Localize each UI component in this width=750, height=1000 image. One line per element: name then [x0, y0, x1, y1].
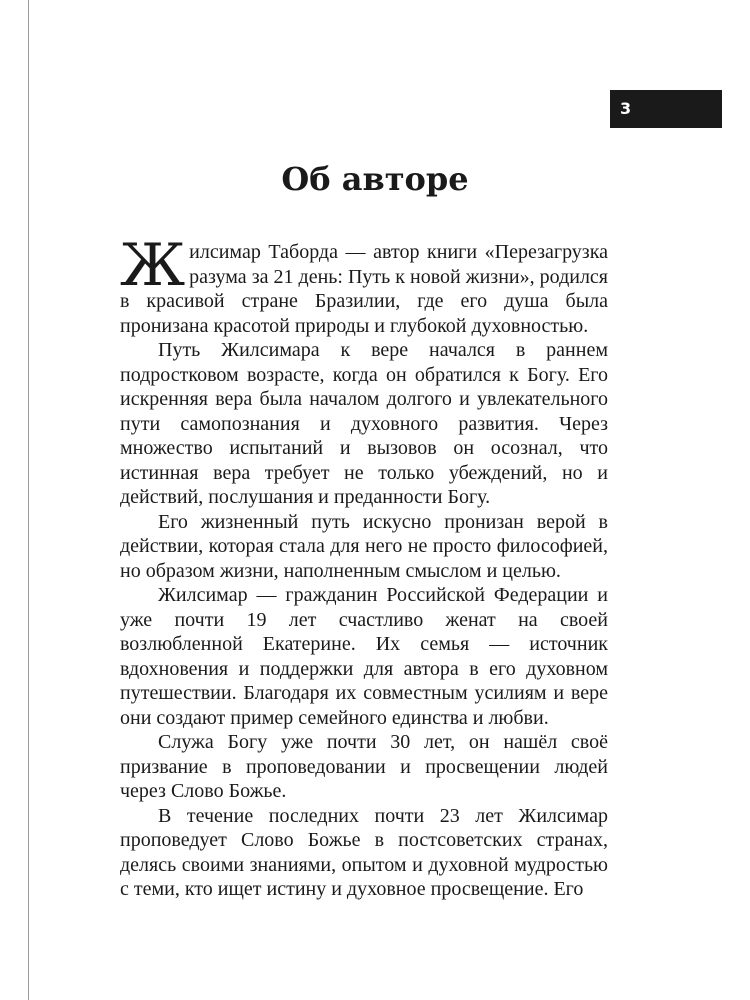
body-text	[120, 231, 608, 902]
paragraph-5: Служа Богу уже почти 30 лет, он нашёл своё призвание в проповедовании и просвещении людей через Слово Божье.	[120, 731, 608, 802]
paragraph-6: В течение последних почти 23 лет Жилсимар проповедует Слово Божье в постсоветских странах, делясь своими знаниями, опытом и духовной мудростью с теми, кто ищет истину и духовное просвещение. Его	[120, 804, 608, 900]
paragraph-3: Его жизненный путь искусно пронизан верой в действии, которая стала для него не просто философией, но образом жизни, наполненным смыслом и целью.	[120, 510, 608, 582]
paragraph-4: Жилсимар — гражданин Российской Федерации и уже почти 19 лет счастливо женат на своей возлюбленной Екатерине. Их семья — источник вдохновения и поддержки для автора в его духовном путешествии. Благодаря их совместным усилиям и вере они создают пример семейного единства и любви.	[120, 584, 608, 729]
drop-cap: Ж	[120, 231, 186, 299]
paragraph-1-text: илсимар Таборда — автор книги «Перезагрузка разума за 21 день: Путь к новой жизни», родился в красивой стране Бразилии, где его душа была пронизана красотой природы и глубокой духовностью.	[120, 241, 608, 337]
page-spine-line	[28, 0, 29, 1000]
paragraph-2: Путь Жилсимара к вере начался в раннем подростковом возрасте, когда он обратился к Богу. Его искренняя вера была началом долгого и увлекательного пути самопознания и духовного развития. Через множество испытаний и вызовов он осознал, что истинная вера требует не только убеждений, но и действий, послушания и преданности Богу.	[120, 339, 608, 508]
page-number: 3	[610, 90, 722, 128]
paragraph-1	[120, 231, 608, 338]
page-title: Об авторе	[281, 160, 469, 198]
